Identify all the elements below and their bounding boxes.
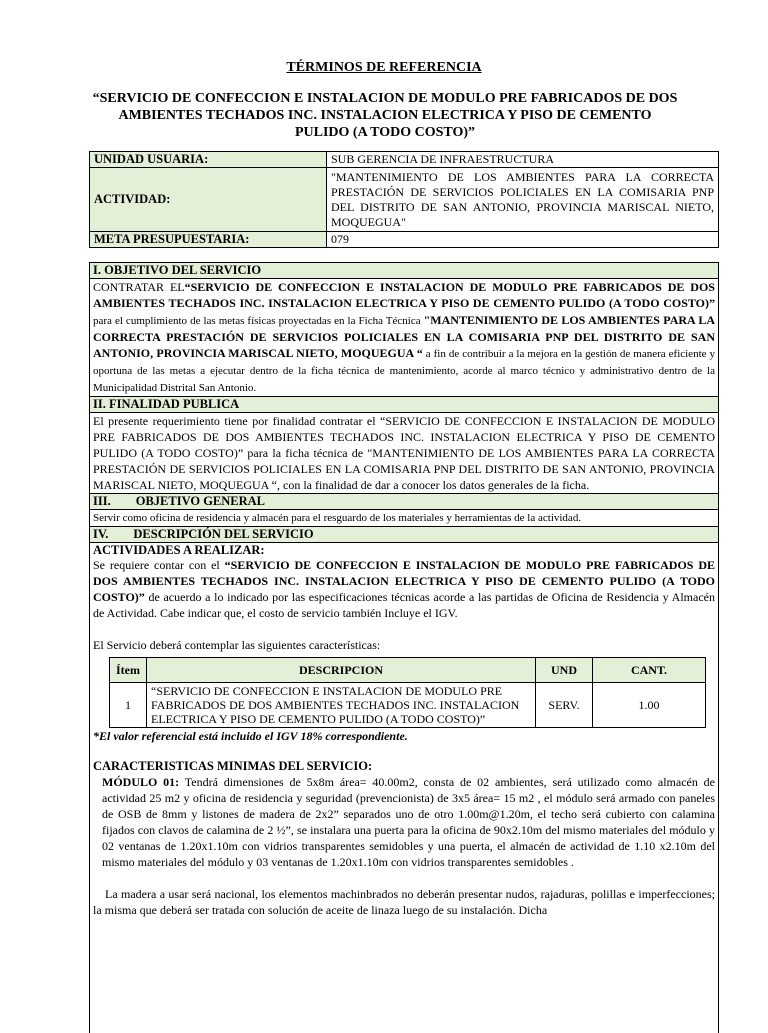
meta-label: META PRESUPUESTARIA: (90, 232, 327, 248)
objetivo-text-bold-2: "MANTENIMIENTO DE LOS AMBIENTES PARA LA CORRECTA PRESTACIÓN DE SERVICIOS POLICIALES EN LA COMISARIA PNP DEL DISTRITO DE SAN ANTONIO, PROVINCIA MARISCAL NIETO, MOQUEGUA “ (93, 313, 715, 360)
cell-und: SERV. (536, 683, 593, 728)
cell-descripcion: “SERVICIO DE CONFECCION E INSTALACION DE MODULO PRE FABRICADOS DE DOS AMBIENTES TECHADOS INC. INSTALACION ELECTRICA Y PISO DE CEMENTO PULIDO (A TODO COSTO)” (147, 683, 536, 728)
descripcion-text-bold: “SERVICIO DE CONFECCION E INSTALACION DE MODULO PRE FABRICADOS DE DOS AMBIENTES TECHADOS INC. INSTALACION ELECTRICA Y PISO DE CEMENTO PULIDO (A TODO COSTO)” (93, 558, 715, 604)
table-header-row (110, 658, 706, 683)
section-objetivo-general-body: Servir como oficina de residencia y almacén para el resguardo de los materiales y herramientas de la actividad. (90, 510, 718, 527)
igv-note: *El valor referencial está incluido el IGV 18% correspondiente. (93, 729, 408, 743)
section-objetivo-heading: I. OBJETIVO DEL SERVICIO (90, 263, 718, 279)
cell-item: 1 (110, 683, 147, 728)
objetivo-text-bold-1: “SERVICIO DE CONFECCION E INSTALACION DE MODULO PRE FABRICADOS DE DOS AMBIENTES TECHADOS INC. INSTALACION ELECTRICA Y PISO DE CEMENTO PULIDO (A TODO COSTO)” (93, 280, 715, 310)
table-row (90, 232, 719, 248)
document-title: TÉRMINOS DE REFERENCIA (286, 60, 482, 75)
caracteristicas-intro: El Servicio deberá contemplar las siguientes características: (93, 638, 381, 652)
actividad-label: ACTIVIDAD: (90, 168, 327, 232)
modulo-text: Tendrá dimensiones de 5x8m área= 40.00m2, consta de 02 ambientes, será utilizado como almacén de actividad 25 m2 y oficina de residencia y seguridad (prevencionista) de 3x5 área= 15 m2 , el módulo será armado con paneles de OSB de 8mm y listones de madera de 2x2” separados uno de otro 1.00m@1.20m, el techo será cubierto con calamina fijados con clavos de calamina de 2 ½”, se instalara una puerta para la oficina de 90x2.10m del mismo materiales del módulo y 02 ventanas de 1.20x1.10m con vidrios transparentes semidobles y una puerta, el almacén de actividad de 1.10 x2.10m del mismo materiales del módulo y 03 ventanas de 1.20x1.10m con vidrios transparentes semidobles . (102, 775, 715, 869)
modulo-label: MÓDULO 01: (102, 775, 180, 789)
table-row (90, 168, 719, 232)
header-und: UND (536, 658, 593, 683)
objetivo-text-3: a fin de contribuir a la mejora en la gestión de manera eficiente y oportuna de las metas a ejecutar dentro de la ficha técnica de mantenimiento, acorde al marco técnico y administrativo dentro de la Municipalidad Distrital San Antonio. (93, 348, 715, 394)
section-objetivo-general-heading: III. OBJETIVO GENERAL (90, 494, 718, 510)
section-finalidad-heading: II. FINALIDAD PUBLICA (90, 397, 718, 413)
unidad-value: SUB GERENCIA DE INFRAESTRUCTURA (327, 152, 719, 168)
modulo-paragraph (90, 774, 718, 870)
header-descripcion: DESCRIPCION (147, 658, 536, 683)
unidad-label: UNIDAD USUARIA: (90, 152, 327, 168)
info-table (89, 151, 719, 248)
cell-cant: 1.00 (593, 683, 706, 728)
actividad-value: "MANTENIMIENTO DE LOS AMBIENTES PARA LA CORRECTA PRESTACIÓN DE SERVICIOS POLICIALES EN LA COMISARIA PNP DEL DISTRITO DE SAN ANTONIO, PROVINCIA MARISCAL NIETO, MOQUEGUA" (327, 168, 719, 232)
table-row (110, 683, 706, 728)
actividades-subheading: ACTIVIDADES A REALIZAR: (93, 543, 265, 557)
descripcion-paragraph (90, 557, 718, 621)
objetivo-text-2: para el cumplimiento de las metas físicas proyectadas en la Ficha Técnica (93, 315, 424, 327)
descripcion-text-2: de acuerdo a lo indicado por las especificaciones técnicas acorde a las partidas de Oficina de Residencia y Almacén de Actividad. Cabe indicar que, el costo de servicio también Incluye el IGV. (93, 590, 715, 620)
caracteristicas-heading: CARACTERISTICAS MINIMAS DEL SERVICIO: (93, 759, 373, 773)
table-row (90, 152, 719, 168)
madera-paragraph: La madera a usar será nacional, los elementos machinbrados no deberán presentar nudos, rajaduras, polillas e imperfecciones; la misma que deberá ser tratada con solución de aceite de linaza luego de su instalación. Dicha (93, 887, 715, 917)
objetivo-text-1: CONTRATAR EL (93, 280, 185, 294)
section-descripcion-heading: IV. DESCRIPCIÓN DEL SERVICIO (90, 527, 718, 543)
main-content-box (89, 262, 719, 1033)
header-item: Ítem (110, 658, 147, 683)
section-finalidad-body: El presente requerimiento tiene por finalidad contratar el “SERVICIO DE CONFECCION E INSTALACION DE MODULO PRE FABRICADOS DE DOS AMBIENTES TECHADOS INC. INSTALACION ELECTRICA Y PISO DE CEMENTO PULIDO (A TODO COSTO)” para la ficha técnica de "MANTENIMIENTO DE LOS AMBIENTES PARA LA CORRECTA PRESTACIÓN DE SERVICIOS POLICIALES EN LA COMISARIA PNP DEL DISTRITO DE SAN ANTONIO, PROVINCIA MARISCAL NIETO, MOQUEGUA “, con la finalidad de dar a conocer los datos generales de la ficha. (90, 413, 718, 494)
header-cant: CANT. (593, 658, 706, 683)
descripcion-text-1: Se requiere contar con el (93, 558, 225, 572)
meta-value: 079 (327, 232, 719, 248)
document-subtitle: “SERVICIO DE CONFECCION E INSTALACION DE MODULO PRE FABRICADOS DE DOS AMBIENTES TECHADOS INC. INSTALACION ELECTRICA Y PISO DE CEMENTO PULIDO (A TODO COSTO)” (92, 91, 678, 140)
section-objetivo-body (90, 279, 718, 397)
items-table (109, 657, 706, 728)
